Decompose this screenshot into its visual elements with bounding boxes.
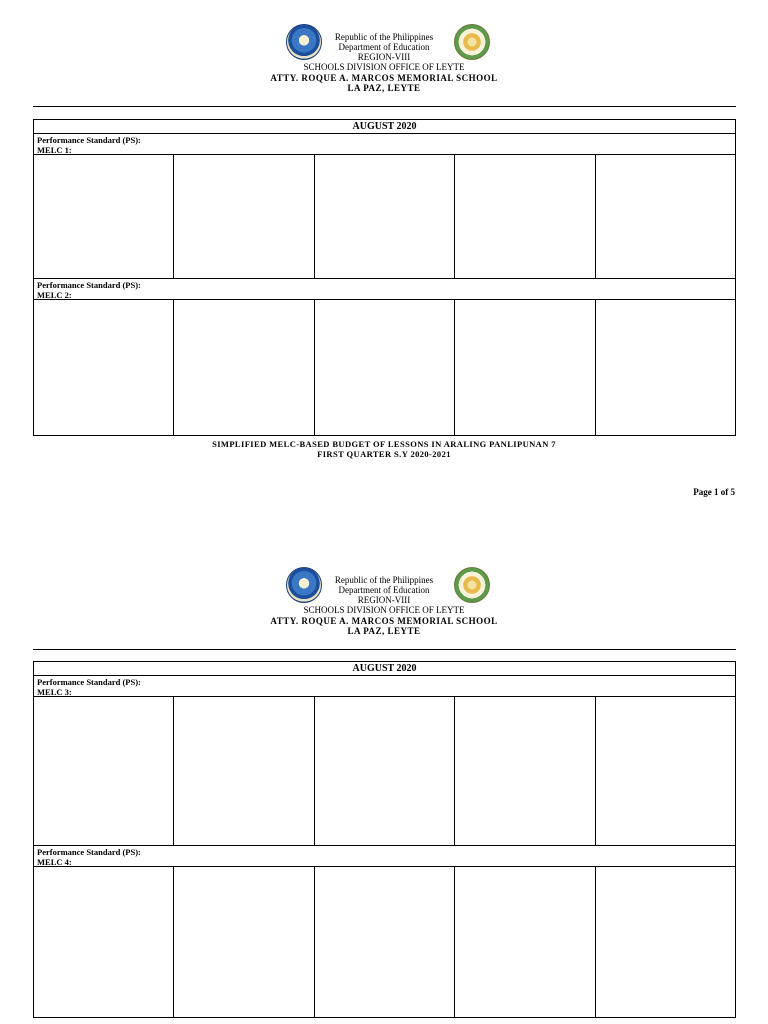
table-row bbox=[34, 155, 735, 279]
letterhead bbox=[0, 567, 768, 667]
header-school: ATTY. ROQUE A. MARCOS MEMORIAL SCHOOL bbox=[270, 73, 498, 83]
table-cell bbox=[315, 300, 455, 435]
table-cell bbox=[34, 867, 174, 1017]
header-school: ATTY. ROQUE A. MARCOS MEMORIAL SCHOOL bbox=[270, 616, 498, 626]
melc-label: MELC 1: bbox=[37, 145, 72, 155]
table-row bbox=[34, 867, 735, 1017]
header-republic: Republic of the Philippines bbox=[334, 575, 434, 585]
table-cell bbox=[34, 697, 174, 845]
table-cell bbox=[596, 697, 735, 845]
header-region: REGION-VIII bbox=[357, 595, 411, 605]
header-department: Department of Education bbox=[338, 42, 430, 52]
table-cell bbox=[34, 155, 174, 278]
melc-label: MELC 2: bbox=[37, 290, 72, 300]
header-division: SCHOOLS DIVISION OFFICE OF LEYTE bbox=[303, 62, 465, 72]
ps-label: Performance Standard (PS): bbox=[37, 135, 141, 145]
section-header bbox=[34, 134, 735, 155]
header-republic: Republic of the Philippines bbox=[334, 32, 434, 42]
table-cell bbox=[596, 867, 735, 1017]
table-cell bbox=[596, 155, 735, 278]
letterhead bbox=[0, 24, 768, 124]
table-row bbox=[34, 697, 735, 846]
lesson-table bbox=[33, 119, 736, 436]
header-division: SCHOOLS DIVISION OFFICE OF LEYTE bbox=[303, 605, 465, 615]
footer-subtitle: FIRST QUARTER S.Y 2020-2021 bbox=[317, 449, 451, 459]
lesson-table bbox=[33, 661, 736, 1018]
document-page-2 bbox=[0, 543, 768, 1024]
table-cell bbox=[174, 867, 314, 1017]
table-cell bbox=[455, 300, 595, 435]
table-cell bbox=[455, 155, 595, 278]
table-row bbox=[34, 300, 735, 435]
melc-label: MELC 4: bbox=[37, 857, 72, 867]
table-cell bbox=[174, 155, 314, 278]
ps-label: Performance Standard (PS): bbox=[37, 677, 141, 687]
header-location: LA PAZ, LEYTE bbox=[347, 626, 421, 636]
page-number: Page 1 of 5 bbox=[693, 487, 735, 497]
footer-title: SIMPLIFIED MELC-BASED BUDGET OF LESSONS IN ARALING PANLIPUNAN 7 bbox=[212, 439, 556, 449]
table-cell bbox=[455, 867, 595, 1017]
table-cell bbox=[455, 697, 595, 845]
header-divider bbox=[33, 106, 736, 107]
ps-label: Performance Standard (PS): bbox=[37, 280, 141, 290]
table-cell bbox=[315, 867, 455, 1017]
table-month: AUGUST 2020 bbox=[34, 120, 735, 134]
melc-label: MELC 3: bbox=[37, 687, 72, 697]
header-region: REGION-VIII bbox=[357, 52, 411, 62]
section-header bbox=[34, 279, 735, 300]
header-divider bbox=[33, 649, 736, 650]
header-location: LA PAZ, LEYTE bbox=[347, 83, 421, 93]
table-cell bbox=[315, 697, 455, 845]
table-cell bbox=[34, 300, 174, 435]
section-header bbox=[34, 846, 735, 867]
table-month: AUGUST 2020 bbox=[34, 662, 735, 676]
table-cell bbox=[174, 697, 314, 845]
table-cell bbox=[174, 300, 314, 435]
ps-label: Performance Standard (PS): bbox=[37, 847, 141, 857]
section-header bbox=[34, 676, 735, 697]
table-cell bbox=[315, 155, 455, 278]
table-cell bbox=[596, 300, 735, 435]
header-department: Department of Education bbox=[338, 585, 430, 595]
